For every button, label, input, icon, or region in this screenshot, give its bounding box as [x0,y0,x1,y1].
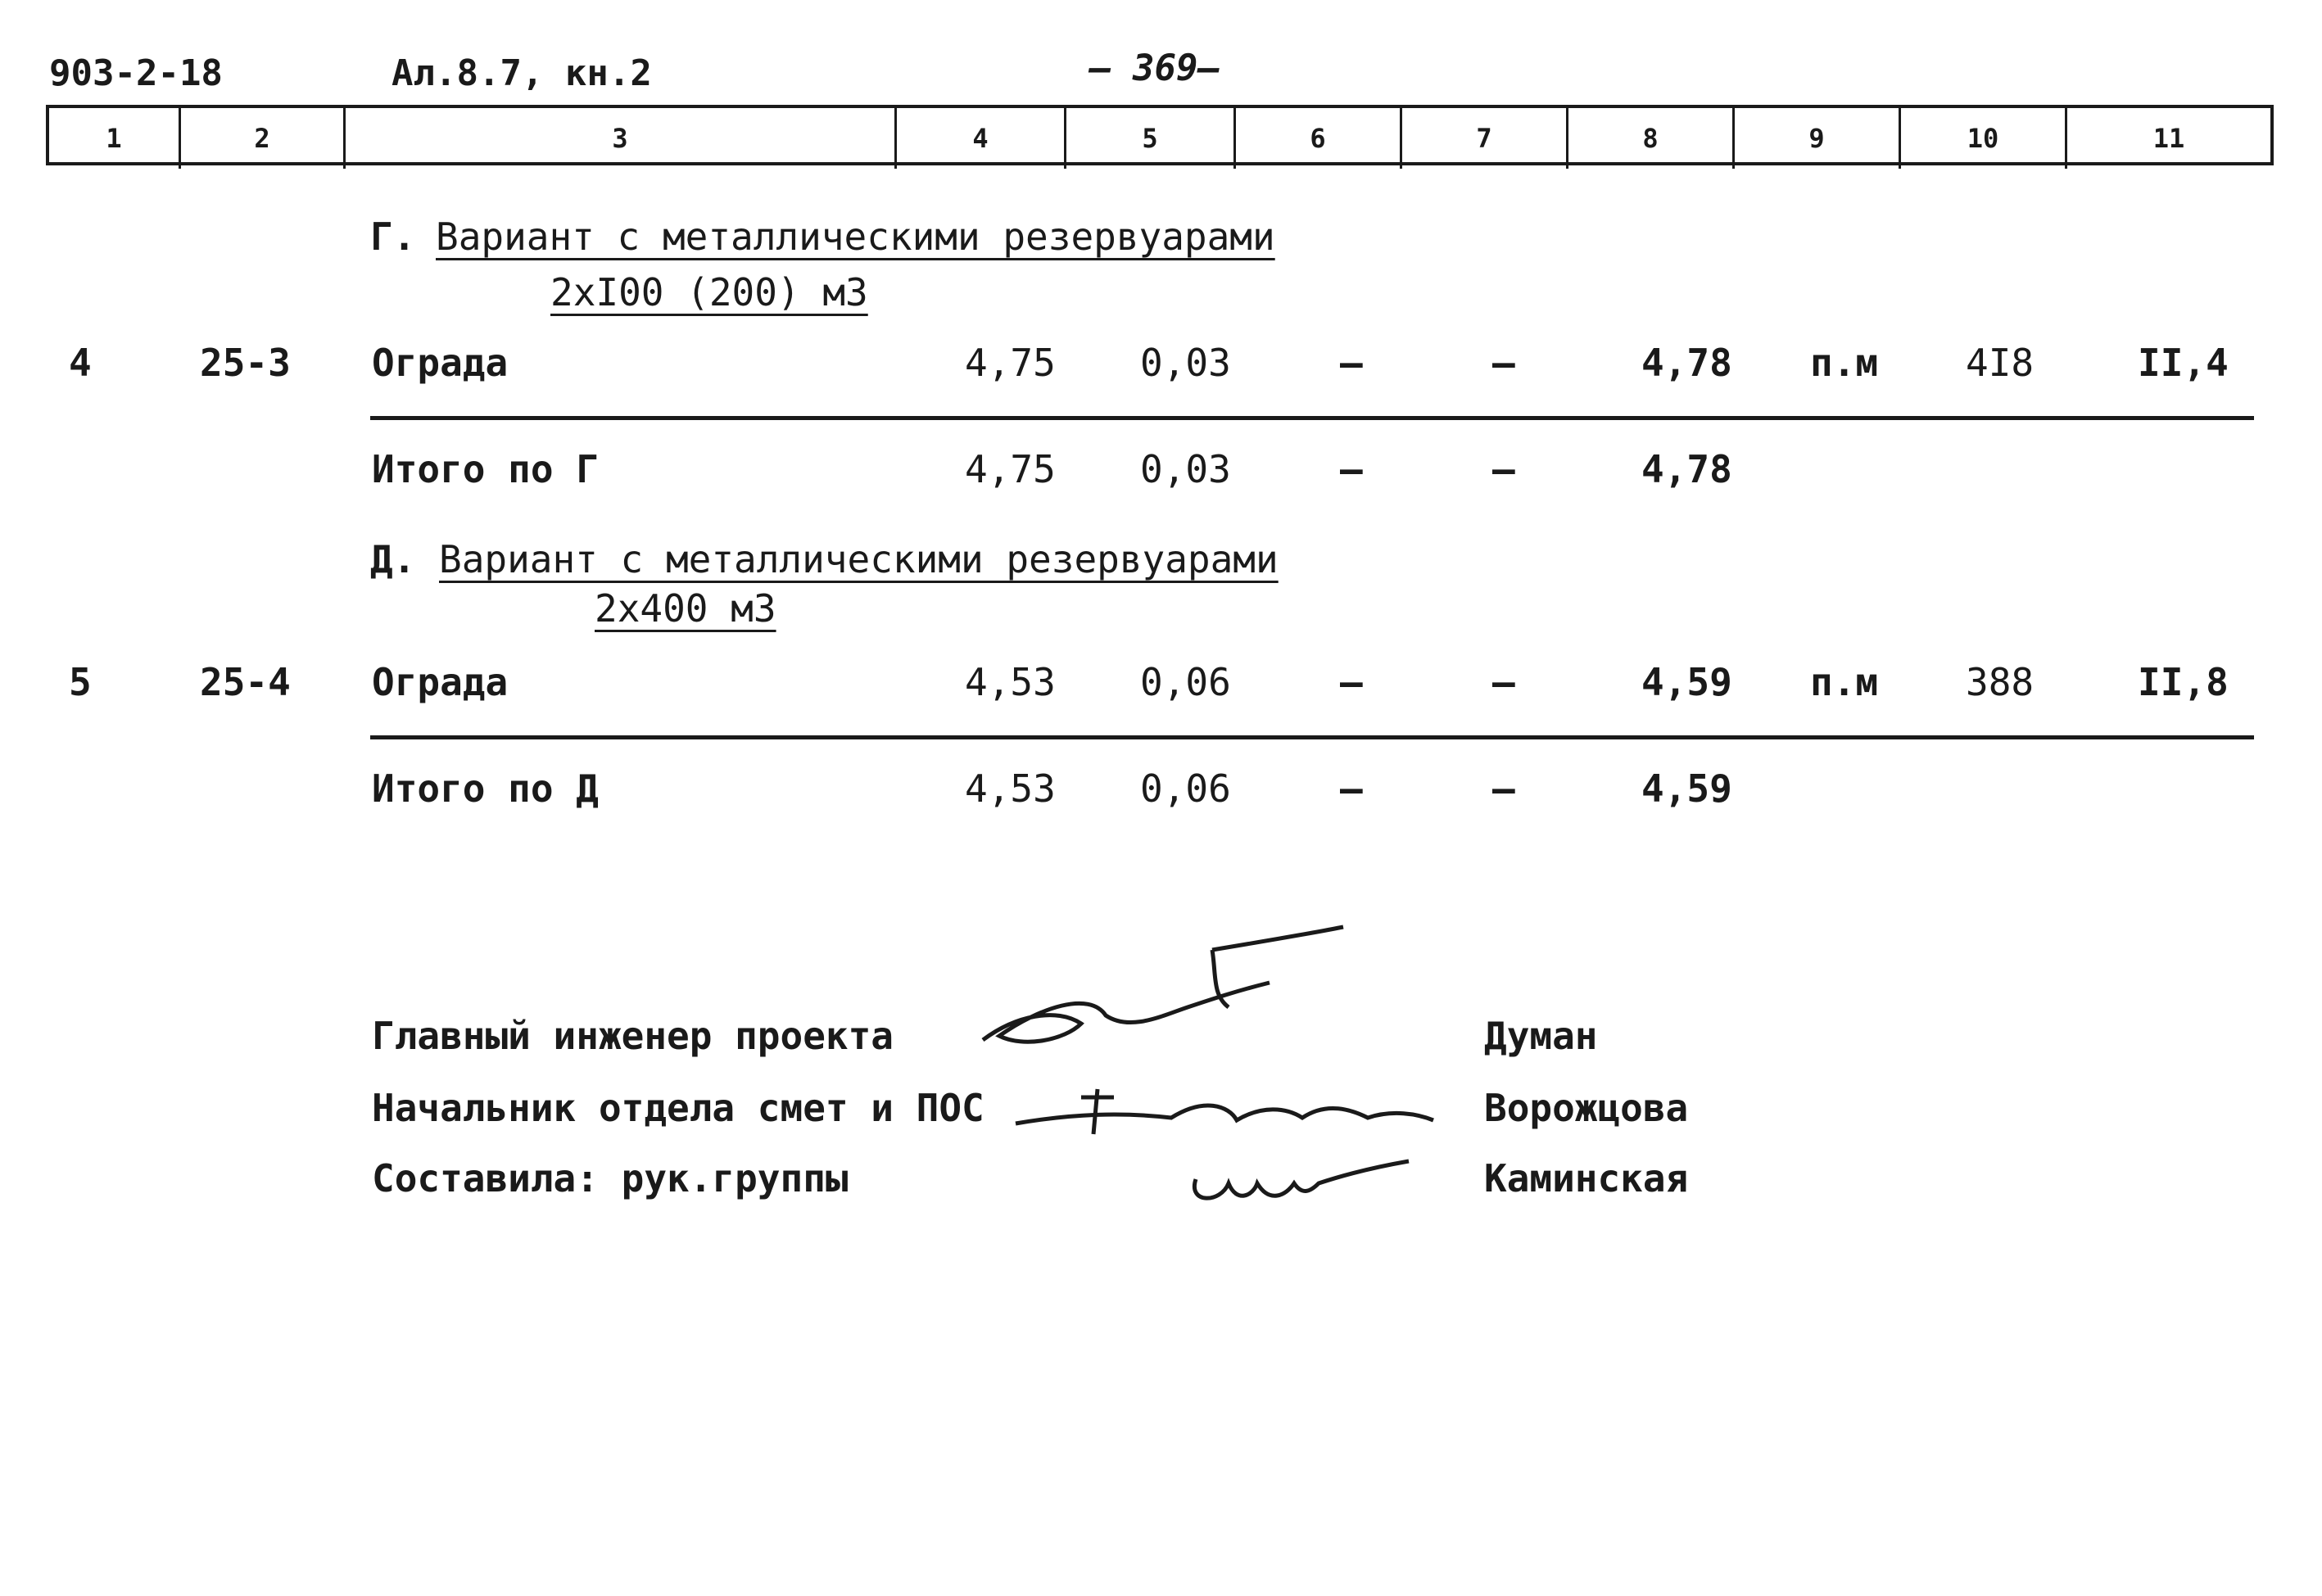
page-number: — 369— [1089,47,1220,89]
total-col5: 0,06 [1140,766,1231,811]
total-col6: – [1340,447,1363,491]
column-number-5: 5 [1142,123,1158,154]
total-col6: – [1340,766,1363,811]
total-col7: – [1492,766,1515,811]
value-col7: – [1492,660,1515,704]
price-reference: 25-4 [200,660,291,704]
handwritten-signature-1 [966,917,1360,1065]
document-code: 903-2-18 [49,52,223,94]
column-number-7: 7 [1476,123,1492,154]
total-label: Итого по Д [372,766,599,811]
value-col5: 0,06 [1140,660,1231,704]
total-col7: – [1492,447,1515,491]
total-label: Итого по Г [372,447,599,491]
value-col4: 4,75 [965,341,1056,385]
signature-name: Каминская [1484,1156,1689,1200]
section-d-prefix: Д. [370,537,416,581]
signature-role: Главный инженер проекта [372,1014,894,1058]
signature-name: Думан [1484,1014,1598,1058]
quantity: 388 [1966,660,2035,704]
column-header-row [46,105,2274,165]
column-number-10: 10 [1967,123,1999,154]
column-number-1: 1 [106,123,122,154]
album-reference: Ал.8.7, кн.2 [392,52,652,94]
quantity: 4I8 [1966,341,2035,385]
total-col4: 4,53 [965,766,1056,811]
signature-role: Начальник отдела смет и ПОС [372,1086,984,1130]
section-g-capacity: 2хI00 (200) м3 [550,270,868,314]
item-name: Ограда [372,341,509,385]
value-col11: II,4 [2138,341,2229,385]
handwritten-signature-3 [1179,1146,1425,1212]
section-g-title: Вариант с металлическими резервуарами [436,215,1275,259]
section-g-divider [370,416,2254,420]
value-col6: – [1340,341,1363,385]
row-number: 5 [69,660,92,704]
column-number-4: 4 [972,123,989,154]
value-col11: II,8 [2138,660,2229,704]
signature-role: Составила: рук.группы [372,1156,849,1200]
section-g-prefix: Г. [370,215,416,259]
row-number: 4 [69,341,92,385]
total-col8: 4,59 [1641,766,1732,811]
unit: п.м [1810,341,1879,385]
total-col4: 4,75 [965,447,1056,491]
price-reference: 25-3 [200,341,291,385]
unit: п.м [1810,660,1879,704]
section-d-title: Вариант с металлическими резервуарами [439,537,1279,581]
total-col8: 4,78 [1641,447,1732,491]
value-col8: 4,78 [1641,341,1732,385]
value-col5: 0,03 [1140,341,1231,385]
section-d-divider [370,735,2254,739]
section-d-capacity: 2х400 м3 [595,586,776,631]
item-name: Ограда [372,660,509,704]
column-number-9: 9 [1808,123,1825,154]
column-number-2: 2 [254,123,270,154]
value-col6: – [1340,660,1363,704]
value-col4: 4,53 [965,660,1056,704]
handwritten-signature-2 [1007,1073,1450,1146]
column-number-6: 6 [1310,123,1326,154]
value-col8: 4,59 [1641,660,1732,704]
column-number-3: 3 [612,123,628,154]
column-number-8: 8 [1642,123,1659,154]
total-col5: 0,03 [1140,447,1231,491]
value-col7: – [1492,341,1515,385]
column-number-11: 11 [2152,123,2185,154]
signature-name: Ворожцова [1484,1086,1689,1130]
